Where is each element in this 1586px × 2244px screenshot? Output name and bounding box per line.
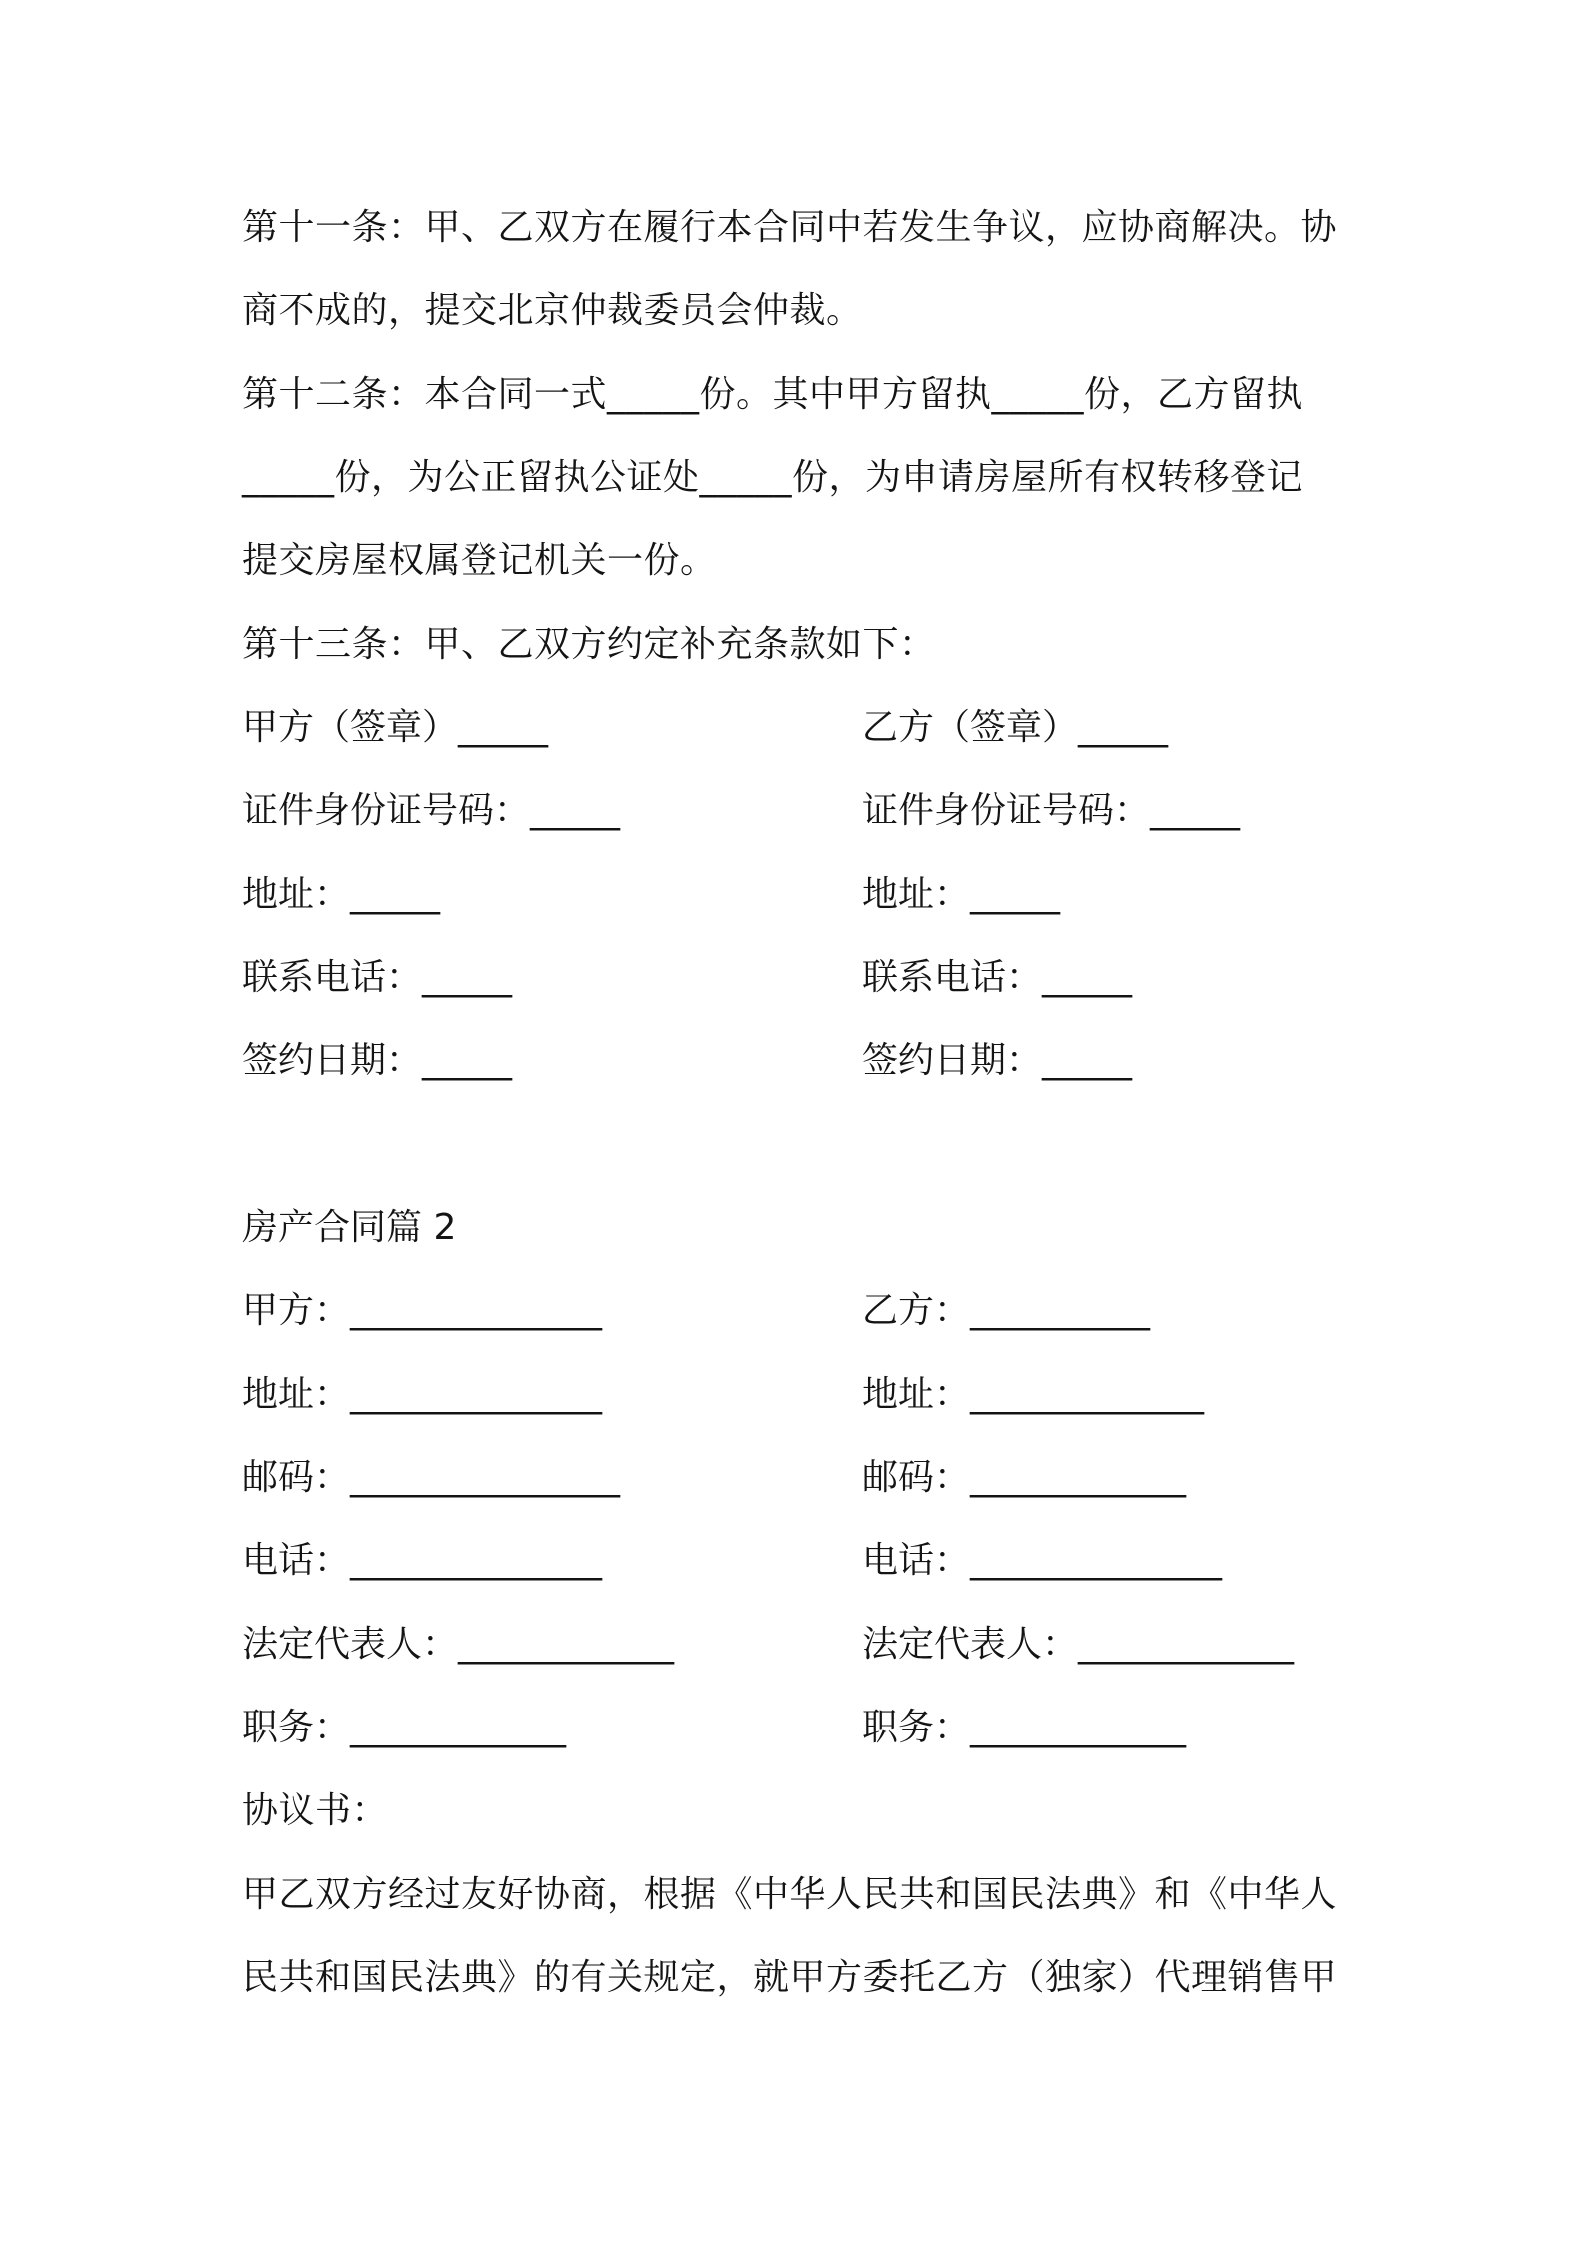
clause-12-line-3: 提交房屋权属登记机关一份。	[242, 540, 717, 581]
contract2-party-a-postcode: 邮码：_______________	[242, 1457, 621, 1498]
agreement-label: 协议书：	[242, 1790, 389, 1831]
contract2-party-b: 乙方：__________	[862, 1290, 1151, 1331]
party-b-address: 地址：_____	[862, 874, 1061, 915]
clause-12-line-1: 第十二条：本合同一式_____份。其中甲方留执_____份，乙方留执	[242, 374, 1304, 415]
contract2-party-b-title: 职务：____________	[862, 1707, 1187, 1748]
party-a-seal: 甲方（签章）_____	[242, 707, 549, 748]
contract2-party-b-address: 地址：_____________	[862, 1374, 1205, 1415]
party-b-phone: 联系电话：_____	[862, 957, 1133, 998]
party-a-sign-date: 签约日期：_____	[242, 1040, 513, 1081]
contract2-party-a: 甲方：______________	[242, 1290, 603, 1331]
party-a-id-number: 证件身份证号码：_____	[242, 790, 621, 831]
contract2-party-a-title: 职务：____________	[242, 1707, 567, 1748]
clause-11-line-1: 第十一条：甲、乙双方在履行本合同中若发生争议，应协商解决。协	[242, 207, 1338, 248]
section-heading: 房产合同篇 2	[242, 1207, 457, 1248]
contract2-party-b-phone: 电话：______________	[862, 1540, 1223, 1581]
party-b-sign-date: 签约日期：_____	[862, 1040, 1133, 1081]
party-a-phone: 联系电话：_____	[242, 957, 513, 998]
agreement-body-line-1: 甲乙双方经过友好协商，根据《中华人民共和国民法典》和《中华人	[242, 1874, 1338, 1915]
contract2-party-b-legal-rep: 法定代表人：____________	[862, 1624, 1295, 1665]
contract2-party-b-postcode: 邮码：____________	[862, 1457, 1187, 1498]
clause-13-line-1: 第十三条：甲、乙双方约定补充条款如下：	[242, 624, 936, 665]
party-a-address: 地址：_____	[242, 874, 441, 915]
clause-12-line-2: _____份，为公正留执公证处_____份，为申请房屋所有权转移登记	[242, 457, 1304, 498]
contract2-party-a-legal-rep: 法定代表人：____________	[242, 1624, 675, 1665]
agreement-body-line-2: 民共和国民法典》的有关规定，就甲方委托乙方（独家）代理销售甲	[242, 1957, 1338, 1998]
clause-11-line-2: 商不成的，提交北京仲裁委员会仲裁。	[242, 290, 863, 331]
contract2-party-a-address: 地址：______________	[242, 1374, 603, 1415]
party-b-seal: 乙方（签章）_____	[862, 707, 1169, 748]
party-b-id-number: 证件身份证号码：_____	[862, 790, 1241, 831]
contract2-party-a-phone: 电话：______________	[242, 1540, 603, 1581]
